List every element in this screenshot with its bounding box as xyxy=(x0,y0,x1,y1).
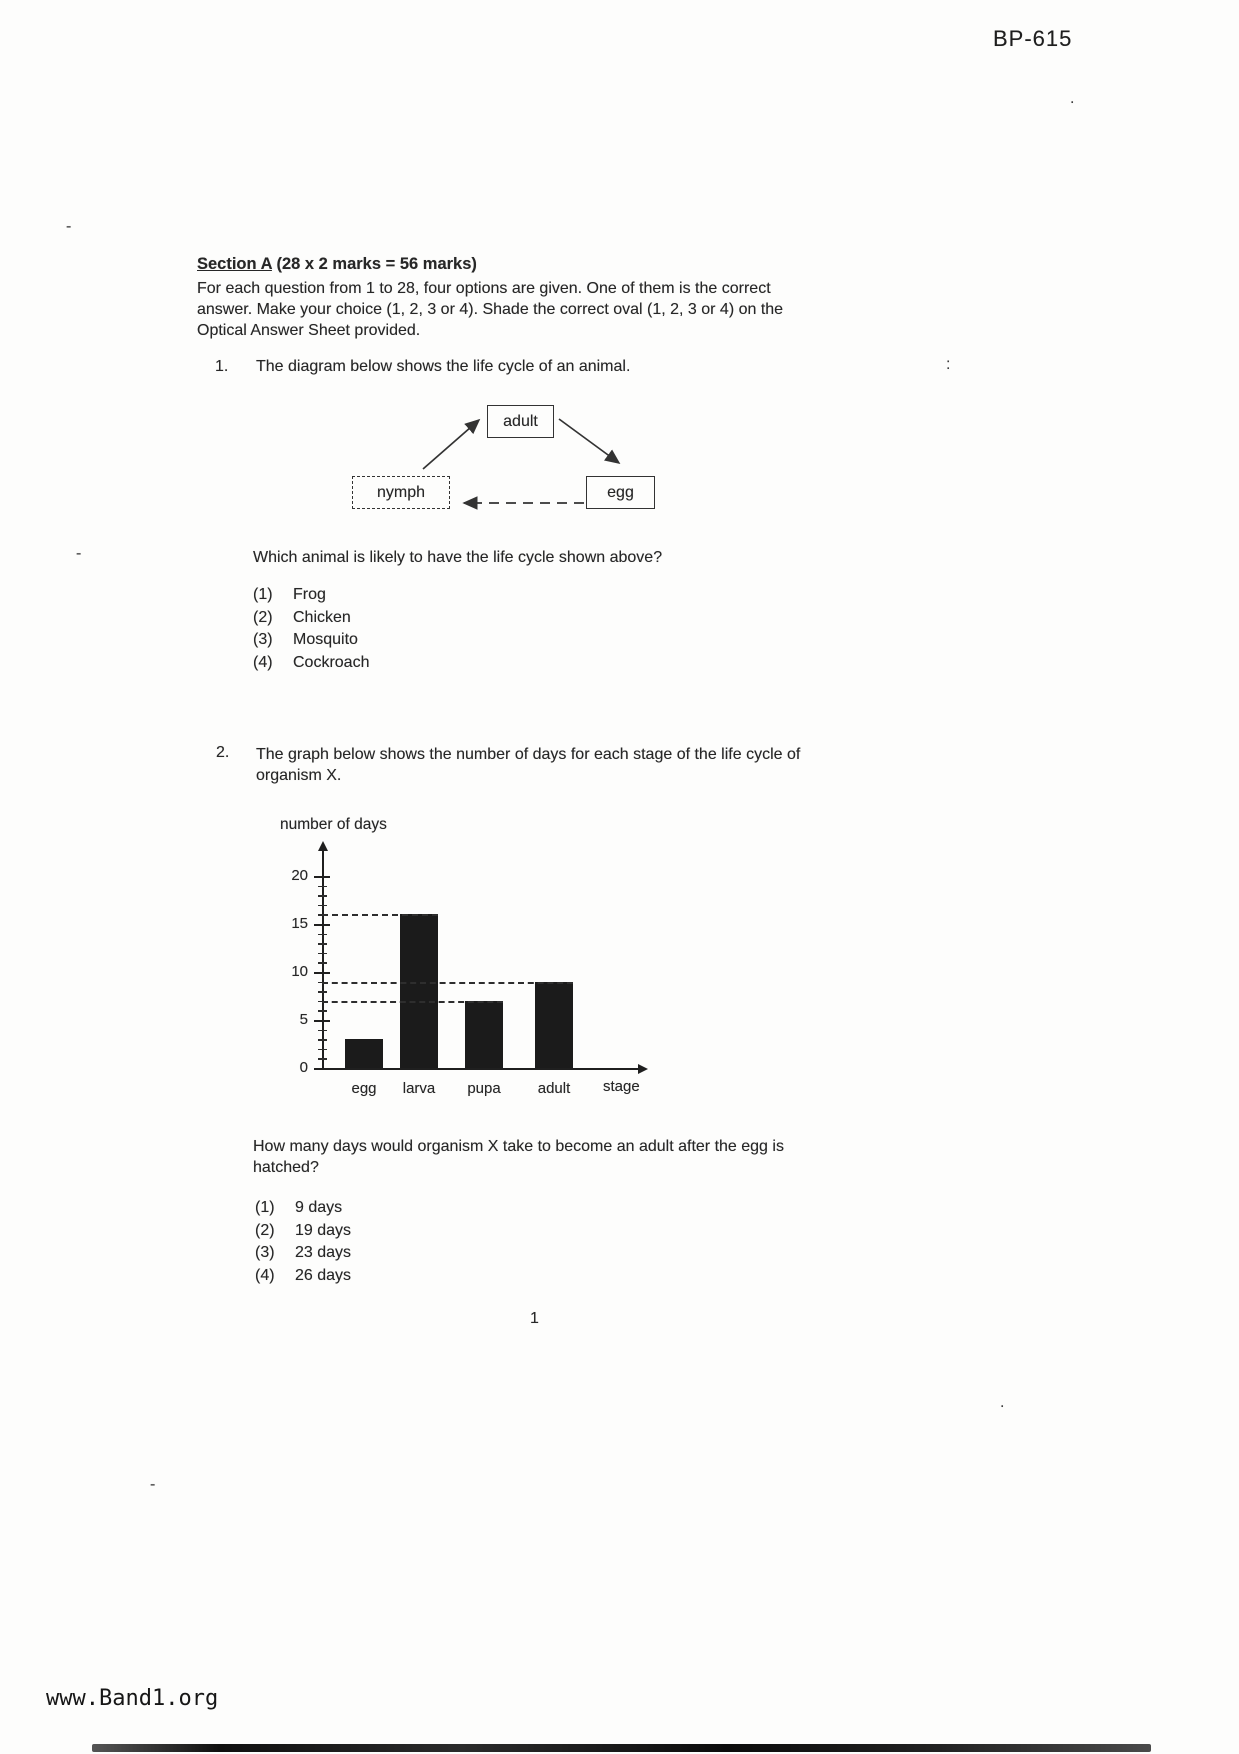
bar-chart xyxy=(240,810,690,1110)
y-tick xyxy=(318,886,327,887)
option-number: (2) xyxy=(255,1221,275,1239)
section-instructions xyxy=(197,278,897,341)
option-number: (3) xyxy=(255,1244,275,1261)
doc-code: BP-615 xyxy=(993,26,1073,51)
q2-text-line: organism X. xyxy=(256,767,342,784)
y-tick-label: 0 xyxy=(299,1059,308,1076)
instruction-line: For each question from 1 to 28, four options are given. One of them is the correct xyxy=(197,280,771,297)
option-number: (3) xyxy=(253,631,273,648)
bar-adult xyxy=(535,982,573,1068)
node-label: egg xyxy=(607,483,634,501)
y-tick xyxy=(318,1049,327,1050)
y-tick-label: 15 xyxy=(291,915,308,932)
q2-options xyxy=(255,1197,351,1287)
diagram-node-adult xyxy=(487,405,554,438)
scan-artifact: - xyxy=(76,545,82,562)
y-tick xyxy=(318,1039,327,1040)
arrow-adult-to-egg xyxy=(559,419,619,463)
q1-text: The diagram below shows the life cycle of an animal. xyxy=(256,358,631,375)
y-tick xyxy=(314,1068,330,1070)
y-axis-arrow-icon xyxy=(318,841,328,851)
y-tick xyxy=(314,972,330,974)
option-row xyxy=(253,629,369,652)
y-tick xyxy=(318,943,327,944)
x-axis-line xyxy=(322,1068,638,1070)
diagram-node-nymph xyxy=(352,476,450,509)
category-label: larva xyxy=(402,1080,436,1097)
option-row xyxy=(253,584,369,607)
y-axis-label: number of days xyxy=(280,816,387,833)
y-tick xyxy=(318,1058,327,1059)
y-tick xyxy=(314,876,330,878)
q2-number: 2. xyxy=(216,744,230,761)
option-number: (2) xyxy=(253,608,273,626)
scan-bottom-bar xyxy=(92,1744,1151,1752)
section-heading xyxy=(197,255,477,274)
scan-artifact: : xyxy=(946,356,951,373)
option-row xyxy=(253,652,369,675)
bar-larva xyxy=(400,914,438,1068)
instruction-line: answer. Make your choice (1, 2, 3 or 4). Shade the correct oval (1, 2, 3 or 4) on the xyxy=(197,301,784,318)
y-tick-label: 20 xyxy=(291,867,308,884)
guide-line xyxy=(322,982,573,984)
q2-question-line: hatched? xyxy=(253,1159,319,1176)
y-tick xyxy=(318,1030,327,1031)
scan-artifact: - xyxy=(150,1476,156,1493)
page-number: 1 xyxy=(530,1310,539,1327)
option-label: Frog xyxy=(293,586,326,603)
option-row xyxy=(255,1242,351,1265)
option-row xyxy=(255,1197,351,1220)
option-label: Mosquito xyxy=(293,631,358,648)
option-number: (4) xyxy=(253,653,273,671)
y-tick xyxy=(318,991,327,992)
y-tick-label: 5 xyxy=(299,1011,308,1028)
option-label: 9 days xyxy=(295,1199,343,1216)
option-row xyxy=(255,1220,351,1243)
y-tick xyxy=(314,1020,330,1022)
scan-artifact: . xyxy=(1000,1394,1005,1411)
option-number: (1) xyxy=(253,586,273,603)
y-tick xyxy=(318,962,327,963)
scan-artifact: . xyxy=(1070,90,1075,107)
option-number: (1) xyxy=(255,1199,275,1216)
section-heading-rest: (28 x 2 marks = 56 marks) xyxy=(271,255,477,273)
node-label: nymph xyxy=(376,483,426,501)
y-tick-label: 10 xyxy=(291,963,308,980)
y-tick xyxy=(314,924,330,926)
option-label: Cockroach xyxy=(293,653,370,671)
watermark: www.Band1.org xyxy=(46,1686,219,1711)
category-label: adult xyxy=(537,1080,571,1097)
x-axis-label: stage xyxy=(603,1078,640,1095)
section-heading-underlined: Section A xyxy=(197,255,272,273)
bar-pupa xyxy=(465,1001,503,1068)
q1-number: 1. xyxy=(215,358,229,375)
q2-question xyxy=(253,1136,784,1178)
node-label: adult xyxy=(503,412,538,430)
option-label: 19 days xyxy=(295,1221,352,1239)
option-row xyxy=(255,1265,351,1288)
arrow-nymph-to-adult xyxy=(423,420,479,469)
q1-question: Which animal is likely to have the life cycle shown above? xyxy=(253,549,663,566)
instruction-line: Optical Answer Sheet provided. xyxy=(197,322,421,339)
bar-egg xyxy=(345,1039,383,1068)
q2-text xyxy=(256,744,800,786)
option-label: 26 days xyxy=(295,1266,352,1284)
q1-options xyxy=(253,584,369,674)
scan-artifact: - xyxy=(66,218,72,235)
x-axis-arrow-icon xyxy=(638,1064,648,1074)
option-label: 23 days xyxy=(295,1244,352,1261)
y-tick xyxy=(318,953,327,954)
y-axis-line xyxy=(322,850,324,1068)
guide-line xyxy=(322,914,438,916)
y-tick xyxy=(318,1010,327,1011)
y-tick xyxy=(318,905,327,906)
q2-text-line: The graph below shows the number of days for each stage of the life cycle of xyxy=(256,746,801,763)
option-label: Chicken xyxy=(293,608,351,626)
diagram-node-egg xyxy=(586,476,655,509)
option-number: (4) xyxy=(255,1266,275,1284)
category-label: pupa xyxy=(467,1080,501,1097)
y-tick xyxy=(318,895,327,896)
y-tick xyxy=(318,934,327,935)
q2-question-line: How many days would organism X take to become an adult after the egg is xyxy=(253,1138,784,1155)
option-row xyxy=(253,607,369,630)
guide-line xyxy=(322,1001,503,1003)
category-label: egg xyxy=(351,1080,377,1097)
